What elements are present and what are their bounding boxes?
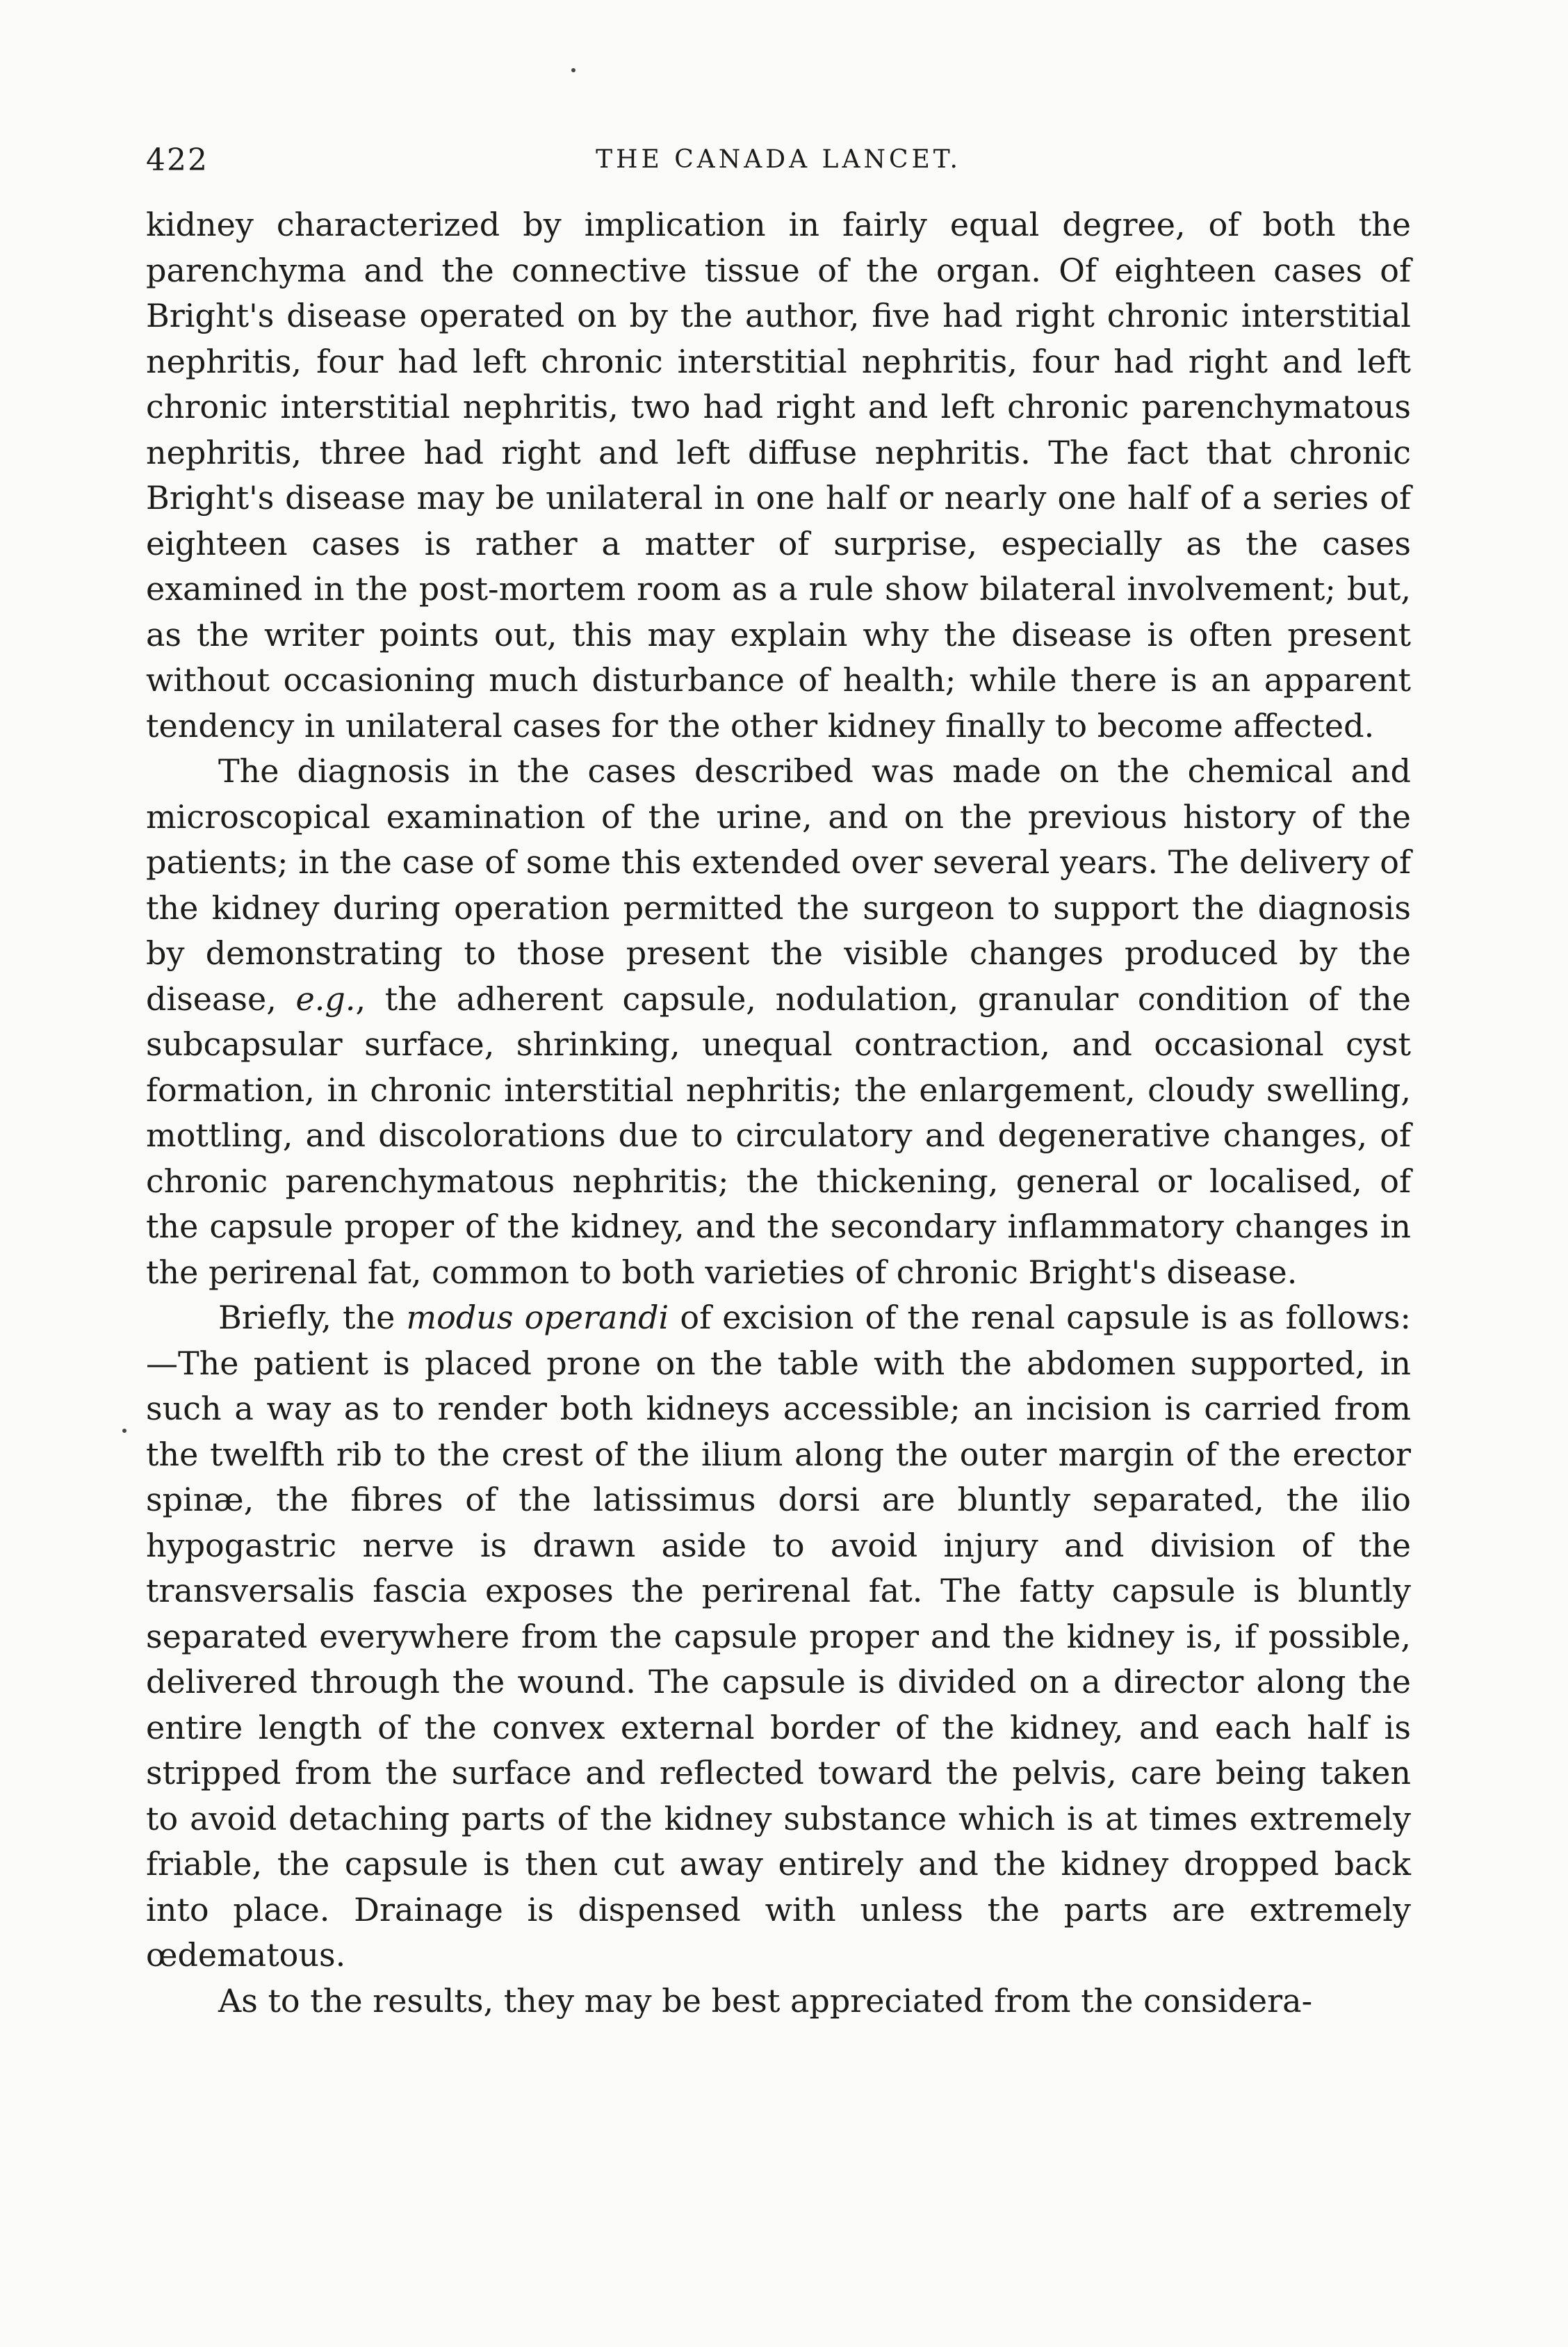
- paragraph-results: [146, 1979, 1411, 2024]
- paragraph-text: As to the results, they may be best appreciated from the considera-: [218, 1981, 1313, 2020]
- paragraph-text: Briefly, the: [218, 1299, 407, 1336]
- journal-title: THE CANADA LANCET.: [596, 145, 961, 174]
- paragraph-modus-operandi: [146, 1295, 1411, 1979]
- latin-phrase: modus operandi: [406, 1299, 669, 1336]
- ink-speck-margin: [122, 1429, 126, 1433]
- paragraph-diagnosis: [146, 749, 1411, 1295]
- paragraph-text: The diagnosis in the cases described was made on the chemical and microscopical examination of the urine, and on the previous history of the patients; in the case of some this extended over several years. The delivery of the kidney during operation permitted the surgeon to support the diagnosis by demonstrating to those present the visible changes produced by the disease,: [146, 752, 1411, 1018]
- page-number: 422: [146, 143, 209, 178]
- running-head: [146, 143, 1411, 198]
- book-page: [146, 143, 1411, 2024]
- paragraph-continuation: [146, 202, 1411, 749]
- paragraph-text-continued: , the adherent capsule, nodulation, granular condition of the subcapsular surface, shrinking, unequal contraction, and occasional cyst formation, in chronic interstitial nephritis; the enlargement, cloudy swelling, mottling, and discolorations due to circulatory and degenerative changes, of chronic parenchymatous nephritis; the thickening, general or localised, of the capsule proper of the kidney, and the secondary inflammatory changes in the perirenal fat, common to both varieties of chronic Bright's disease.: [146, 980, 1411, 1291]
- paragraph-text: kidney characterized by implication in fairly equal degree, of both the parenchyma and the connective tissue of the organ. Of eighteen cases of Bright's disease operated on by the author, five had right chronic interstitial nephritis, four had left chronic interstitial nephritis, four had right and left chronic interstitial nephritis, two had right and left chronic parenchymatous nephritis, three had right and left diffuse nephritis. The fact that chronic Bright's disease may be unilateral in one half or nearly one half of a series of eighteen cases is rather a matter of surprise, especially as the cases examined in the post-mortem room as a rule show bilateral involvement; but, as the writer points out, this may explain why the disease is often present without occasioning much disturbance of health; while there is an apparent tendency in unilateral cases for the other kidney finally to become affected.: [146, 206, 1411, 745]
- ink-speck-top: [571, 68, 575, 72]
- eg-abbreviation: e.g.: [295, 980, 356, 1018]
- paragraph-text-continued: of excision of the renal capsule is as follows:—The patient is placed prone on the table with the abdomen supported, in such a way as to render both kidneys accessible; an incision is carried from the twelfth rib to the crest of the ilium along the outer margin of the erector spinæ, the fibres of the latissimus dorsi are bluntly separated, the ilio hypogastric nerve is drawn aside to avoid injury and division of the transversalis fascia exposes the perirenal fat. The fatty capsule is bluntly separated everywhere from the capsule proper and the kidney is, if possible, delivered through the wound. The capsule is divided on a director along the entire length of the convex external border of the kidney, and each half is stripped from the surface and reflected toward the pelvis, care being taken to avoid detaching parts of the kidney substance which is at times extremely friable, the capsule is then cut away entirely and the kidney dropped back into place. Drainage is dispensed with unless the parts are extremely œdematous.: [146, 1299, 1411, 1974]
